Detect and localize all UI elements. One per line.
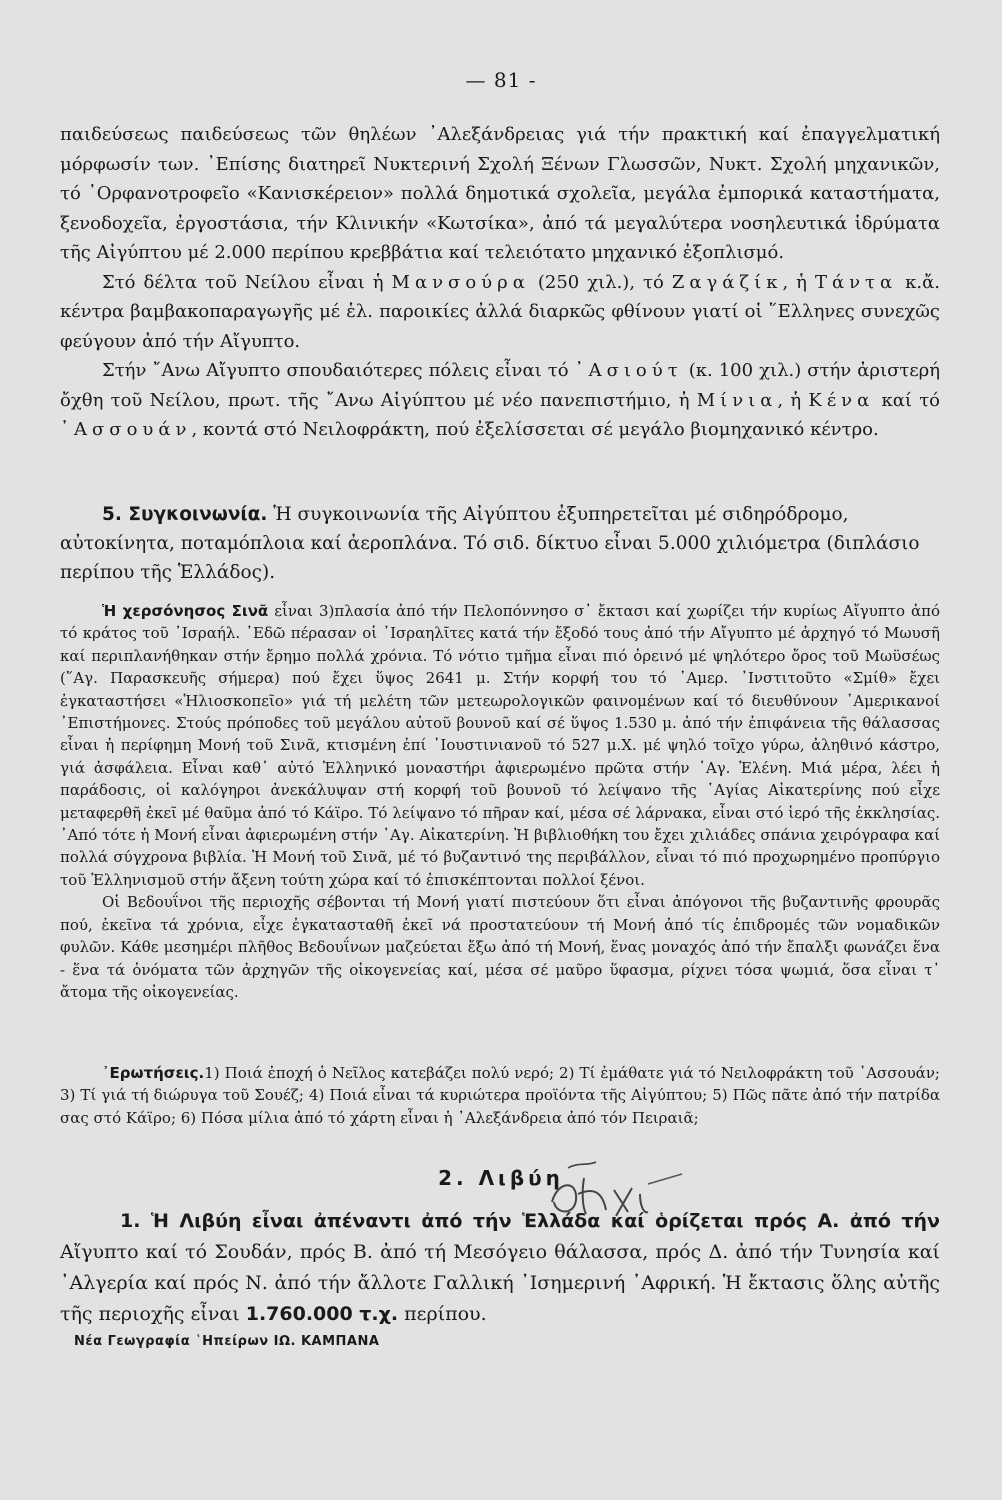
- questions-heading: ᾿Ερωτήσεις.: [102, 1064, 205, 1082]
- questions-section: [60, 1062, 940, 1129]
- paragraph-alexandria: παιδεύσεως παιδεύσεως τῶν θηλέων ᾿Αλεξάνδρειας γιά τήν πρακτική καί ἐπαγγελματική μόρφωσίν των. ᾿Επίσης διατηρεῖ Νυκτερινή Σχολή Ξένων Γλωσσῶν, Νυκτ. Σχολή μηχανικῶν, τό ᾿Ορφανοτροφεῖο «Κανισκέρειον» πολλά δημοτικά σχολεῖα, μεγάλα ἐμπορικά καταστήματα, ξενοδοχεῖα, ἐργοστάσια, τήν Κλινικήν «Κωτσίκα», ἀπό τά μεγαλύτερα νοσηλευτικά ἱδρύματα τῆς Αἰγύπτου μέ 2.000 περίπου κρεββάτια καί τελειότατο μηχανικό ἐξοπλισμό.: [60, 124, 940, 263]
- city-tanta: Τάντα: [814, 271, 898, 293]
- city-asiout: ᾿Ασιούτ: [574, 360, 683, 381]
- chapter-number: 2.: [438, 1166, 468, 1190]
- sinai-text: εἶναι 3)πλασία ἀπό τήν Πελοπόννησο σ᾿ ἔκτασι καί χωρίζει τήν κυρίως Αἴγυπτο ἀπό τό κράτος τοῦ ᾿Ισραήλ. ᾿Εδῶ πέρασαν οἱ ᾿Ισραηλῖτες κατά τήν ἔξοδό τους ἀπό τήν Αἴγυπτο μέ ἀρχηγό τό Μωυσῆ καί περιπλανήθηκαν στήν ἔρημο πολλά χρόνια. Τό νότιο τμῆμα εἶναι πιό ὀρεινό μέ ψηλότερο ὄρος τοῦ Μωϋσέως (῞Αγ. Παρασκευῆς σήμερα) πού ἔχει ὕψος 2641 μ. Στήν κορφή του τό ᾿Αμερ. ᾿Ινστιτοῦτο «Σμίθ» ἔχει ἐγκαταστήσει «Ἡλιοσκοπεῖο» γιά τή μελέτη τῶν μετεωρολογικῶν φαινομένων καί τό διευθύνουν ᾿Αμερικανοί ᾿Επιστήμονες. Στούς πρόποδες τοῦ μεγάλου αὐτοῦ βουνοῦ καί σέ ὕψος 1.530 μ. ἀπό τήν ἐπιφάνεια τῆς θάλασσας εἶναι ἡ περίφημη Μονή τοῦ Σινᾶ, κτισμένη ἐπί ᾿Ιουστινιανοῦ τό 527 μ.Χ. μέ ψηλό τοῖχο γύρω, ἀληθινό κάστρο, γιά ἀσφάλεια. Εἶναι καθ᾿ αὐτό Ἑλληνικό μοναστήρι ἀφιερωμένο πρῶτα στήν ῾Αγ. Ἑλένη. Μιά μέρα, λέει ἡ παράδοσις, οἱ καλόγηροι ἀνεκάλυψαν στή κορφή τοῦ βουνοῦ τό λείψανο τῆς ῾Αγίας Αἰκατερίνης πού εἶχε μεταφερθῆ ἐκεῖ μέ θαῦμα ἀπό τό Κάϊρο. Τό λείψανο τό πῆραν καί, μέσα σέ λάρνακα, εἶναι στό ἱερό τῆς ἐκκλησίας. ᾿Από τότε ἡ Μονή εἶναι ἀφιερωμένη στήν ῾Αγ. Αἰκατερίνη. Ἡ βιβλιοθήκη του ἔχει χιλιάδες σπάνια χειρόγραφα καί πολλά σύγχρονα βιβλία. Ἡ Μονή τοῦ Σινᾶ, μέ τό βυζαντινό της περιβάλλον, εἶναι τό πιό προχωρημένο προπύργιο τοῦ Ἑλληνισμοῦ στήν ἄξενη τούτη χώρα καί τό ἐπισκέπτονται πολλοί ξένοι.: [60, 602, 940, 889]
- questions-text: 1) Ποιά ἐποχή ὁ Νεῖλος κατεβάζει πολύ νερό; 2) Τί ἐμάθατε γιά τό Νειλοφράκτη τοῦ ᾿Ασσουάν; 3) Τί γιά τή διώρυγα τοῦ Σουέζ; 4) Ποιά εἶναι τά κυριώτερα προϊόντα τῆς Αἰγύπτου; 5) Πῶς πᾶτε ἀπό τήν πατρίδα σας στό Κάϊρο; 6) Πόσα μίλια ἀπό τό χάρτη εἶναι ἡ ᾿Αλεξάνδρεια ἀπό τόν Πειραιᾶ;: [60, 1064, 940, 1127]
- chapter-heading: [0, 1166, 1002, 1190]
- paragraph-sinai: [60, 600, 940, 891]
- paragraph-upper-egypt: [60, 356, 940, 445]
- delta-text-a: Στό δέλτα τοῦ Νείλου εἶναι ἡ: [102, 271, 392, 293]
- book-footer: Νέα Γεωγραφία ῾Ηπείρων ΙΩ. ΚΑΜΠΑΝΑ: [74, 1334, 380, 1349]
- city-kena: Κένα: [808, 389, 875, 411]
- paragraph-questions: [60, 1062, 940, 1129]
- communications-text: Ἡ συγκοινωνία τῆς Αἰγύπτου ἐξυπηρετεῖται μέ σιδηρόδρομο, αὐτοκίνητα, ποταμόπλοια καί ἀεροπλάνα. Τό σιδ. δίκτυο εἶναι 5.000 χιλιόμετρα (διπλάσιο περίπου τῆς Ἑλλάδος).: [60, 504, 920, 583]
- paragraph-libya: [60, 1206, 940, 1330]
- delta-text-c: , ἡ: [782, 271, 815, 293]
- upper-text-c: , ἡ: [777, 389, 809, 411]
- upper-text-a: Στήν ῎Ανω Αἴγυπτο σπουδαιότερες πόλεις εἶναι τό: [102, 360, 575, 381]
- libya-section: [60, 1206, 940, 1330]
- sinai-heading: Ἡ χερσόνησος Σινᾶ: [102, 602, 269, 620]
- upper-text-e: , κοντά στό Νειλοφράκτη, πού ἐξελίσσεται σέ μεγάλο βιομηχανικό κέντρο.: [191, 419, 879, 440]
- paragraph-delta: [60, 268, 940, 357]
- city-zagazig: Ζαγάζίκ: [671, 271, 783, 293]
- section-communications: [60, 500, 940, 587]
- section-heading: 5. Συγκοινωνία.: [102, 504, 268, 525]
- libya-area: 1.760.000 τ.χ.: [245, 1303, 399, 1325]
- delta-text-b: (250 χιλ.), τό: [529, 271, 672, 293]
- intro-section: [60, 120, 940, 445]
- city-mansoura: Μανσούρα: [391, 271, 530, 293]
- paragraph-bedouins: Οἱ Βεδουΐνοι τῆς περιοχῆς σέβονται τή Μονή γιατί πιστεύουν ὅτι εἶναι ἀπόγονοι τῆς βυζαντινῆς φρουρᾶς πού, ἐκεῖνα τά χρόνια, εἶχε ἐγκατασταθῆ ἐκεῖ νά προστατεύουν τή Μονή ἀπό τίς ἐπιδρομές τῶν νομαδικῶν φυλῶν. Κάθε μεσημέρι πλῆθος Βεδουΐνων μαζεύεται ἔξω ἀπό τή Μονή, ἕνας μοναχός ἀπό τήν ἔπαλξι φωνάζει ἕνα - ἕνα τά ὀνόματα τῶν ἀρχηγῶν τῆς οἰκογενείας καί, μέσα σέ μαῦρο ὕφασμα, ρίχνει τόσα ψωμιά, ὅσα εἶναι τ᾿ ἄτομα τῆς οἰκογενείας.: [60, 893, 940, 1001]
- delta-text-d: κ.ἄ. κέντρα βαμβακοπαραγωγῆς μέ ἑλ. παροικίες ἀλλά διαρκῶς φθίνουν γιατί οἱ ῞Ελληνες συνεχῶς φεύγουν ἀπό τήν Αἴγυπτο.: [60, 271, 941, 352]
- city-minia: Μίνια: [696, 389, 778, 411]
- upper-text-b: (κ. 100 χιλ.) στήν ἀριστερή ὄχθη τοῦ Νείλου, πρωτ. τῆς ῎Ανω Αἰγύπτου μέ νέο πανεπιστήμιο, ἡ: [60, 360, 941, 411]
- paragraph-communications: [60, 500, 940, 587]
- page-number: — 81 -: [465, 68, 537, 92]
- city-assouan: ᾿Ασσουάν: [60, 419, 192, 440]
- sinai-section: [60, 600, 940, 1003]
- upper-text-d: καί τό: [874, 389, 941, 411]
- chapter-title: Λιβύη: [478, 1166, 564, 1190]
- libya-text: Αἴγυπτο καί τό Σουδάν, πρός Β. ἀπό τή Μεσόγειο θάλασσα, πρός Δ. ἀπό τήν Τυνησία καί ᾿Αλγερία καί πρός Ν. ἀπό τήν ἄλλοτε Γαλλική ᾿Ισημερινή ᾿Αφρική. Ἡ ἔκτασις ὅλης αὐτῆς τῆς περιοχῆς εἶναι: [60, 1241, 940, 1325]
- libya-heading: 1. Ἡ Λιβύη εἶναι ἀπέναντι ἀπό τήν Ἑλλάδα καί ὁρίζεται πρός Α. ἀπό τήν: [120, 1210, 940, 1232]
- libya-text-end: περίπου.: [398, 1303, 487, 1325]
